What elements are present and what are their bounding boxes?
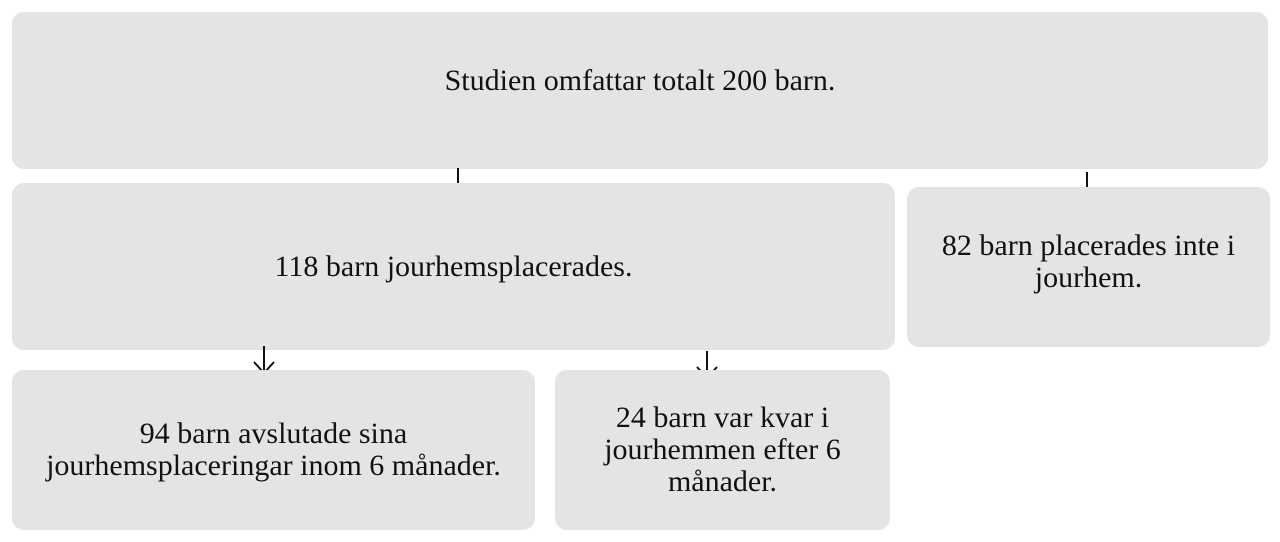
node-ended-label: 94 barn avslutade sina jourhemsplaceringar inom 6 månader. [46, 417, 501, 482]
node-total-label: Studien omfattar totalt 200 barn. [444, 63, 836, 97]
node-remained-label: 24 barn var kvar i jourhemmen efter 6 månader. [604, 401, 841, 498]
node-ended-within-6-months [12, 370, 535, 530]
node-total-children [12, 12, 1268, 169]
node-remained-after-6-months [555, 370, 890, 530]
node-not-placed [907, 187, 1270, 347]
node-placed-in-foster-home [12, 183, 895, 350]
node-not-placed-label: 82 barn placerades inte i jourhem. [941, 229, 1236, 294]
node-placed-label: 118 barn jourhemsplacerades. [274, 249, 633, 283]
